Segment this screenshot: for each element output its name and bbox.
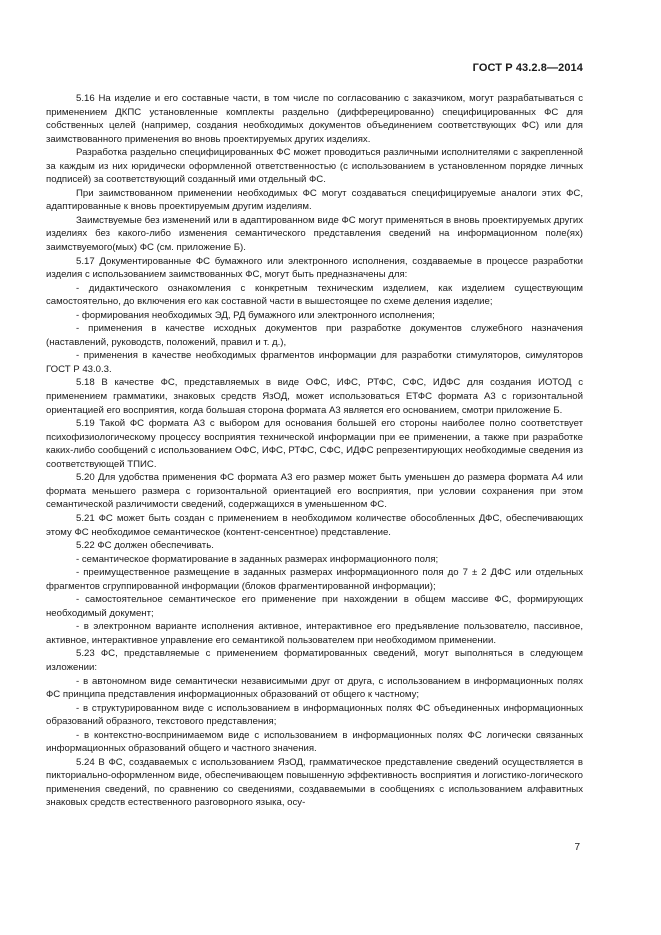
paragraph: 5.17 Документированные ФС бумажного или электронного исполнения, создаваемые в процессе разработки изделия с использованием заимствованных ФС, могут быть предназначены для: [46, 255, 583, 281]
document-body [46, 92, 583, 810]
document-header: ГОСТ Р 43.2.8—2014 [472, 62, 583, 74]
list-item: - в электронном варианте исполнения активное, интерактивное его предъявление пользователю, пассивное, активное, интерактивное управление его семантикой пользователем при необходимом применении. [46, 621, 583, 646]
list-item: - в контекстно-воспринимаемом виде с использованием в информационных полях ФС логически связанных информационных образований общего и частного значения. [46, 729, 583, 755]
paragraph: 5.20 Для удобства применения ФС формата А3 его размер может быть уменьшен до размера формата А4 или формата меньшего размера с горизонтальной ориентацией его восприятия, при условии сохранения при этом семантической различимости сведений, содержащихся в уменьшенном ФС. [46, 472, 583, 511]
list-item: - формирования необходимых ЭД, РД бумажного или электронного исполнения; [76, 309, 435, 321]
paragraph: 5.24 В ФС, создаваемых с использованием ЯзОД, грамматическое представление сведений осуществляется в пиктoриально-оформленном виде, обеспечивающем повышенную эффективность восприятия и логистико-логического применения сведений, по сравнению со сведениями, создаваемыми в сообщениях с использованием алфавитных знаковых средств естественного разговорного языка, осу- [46, 756, 583, 809]
list-item: - в автономном виде семантически независимыми друг от друга, с использованием в информационных полях ФС принципа представления информационных образований от общего к частному; [46, 675, 583, 701]
list-item: - применения в качестве исходных документов при разработке документов служебного назначения (наставлений, руководств, положений, правил и т. д.), [46, 323, 583, 348]
paragraph: При заимствованном применении необходимых ФС могут создаваться специфицируемые аналоги этих ФС, адаптированные к вновь проектируемым другим изделиям. [46, 187, 583, 213]
paragraph: 5.23 ФС, представляемые с применением форматированных сведений, могут выполняться в следующем изложении: [46, 648, 583, 673]
paragraph: Заимствуемые без изменений или в адаптированном виде ФС могут применяться в вновь проектируемых других изделиях без какого-либо изменения семантического представления сведений на информационном поле(ях) заимствуемого(мых) ФС (см. приложение Б). [46, 214, 583, 254]
paragraph: Разработка раздельно специфицированных ФС может проводиться различными исполнителями с закрепленной за каждым из них юридически оформленной ответственностью (с использованием в установленном порядке личных подписей) за соответствующий созданный ими отдельный ФС. [46, 147, 583, 186]
list-item: - в структурированном виде с использованием в информационных полях ФС объединенных информационных образований образного, текстового представления; [46, 702, 583, 728]
paragraph: 5.18 В качестве ФС, представляемых в виде ОФС, ИФС, РТФС, СФС, ИДФС для создания ИОТОД с применением грамматики, знаковых средств ЯзОД, может использоваться ЕТФС формата А3 с горизонтальной ориентацией его восприятия, когда большая сторона формата А3 является его основанием, смотри приложение Б. [46, 377, 583, 416]
list-item: - преимущественное размещение в заданных размерах информационного поля до 7 ± 2 ДФС или отдельных фрагментов сгруппированной информации (блоков фрагментированной информации); [46, 567, 583, 592]
paragraph: 5.22 ФС должен обеспечивать. [76, 540, 214, 552]
paragraph: 5.16 На изделие и его составные части, в том числе по согласованию с заказчиком, могут разрабатываться с применением ДКПС установленные комплекты раздельно (дифферецированно) специфицированных ФС для собственных целей (например, создания необходимых документов объединением соответствующих ФС) или для заимствованного применения во вновь проектируемых других изделиях. [46, 93, 583, 145]
list-item: - самостоятельное семантическое его применение при нахождении в общем массиве ФС, формирующих необходимый документ; [46, 594, 583, 619]
paragraph: 5.19 Такой ФС формата А3 с выбором для основания большей его стороны наиболее полно соответствует психофизиологическому процессу восприятия технической информации при ее применении, а также при разработке каких-либо сообщений с использованием ОФС, ИФС, РТФС, СФС, ИДФС репрезентирующих необходимые сведения из соответствующей ТПИС. [46, 418, 583, 470]
paragraph: 5.21 ФС может быть создан с применением в необходимом количестве обособленных ДФС, обеспечивающих этому ФС необходимое семантическое (контент-сенсентное) представление. [46, 512, 583, 538]
list-item: - семантическое форматирование в заданных размерах информационного поля; [76, 553, 439, 565]
page-number: 7 [574, 842, 580, 853]
list-item: - применения в качестве необходимых фрагментов информации для разработки стимуляторов, симуляторов ГОСТ Р 43.0.3. [46, 350, 583, 375]
list-item: - дидактического ознакомления с конкретным техническим изделием, как изделием существующим самостоятельно, до включения его как составной части в вышестоящее по схеме деления изделие; [46, 282, 583, 308]
